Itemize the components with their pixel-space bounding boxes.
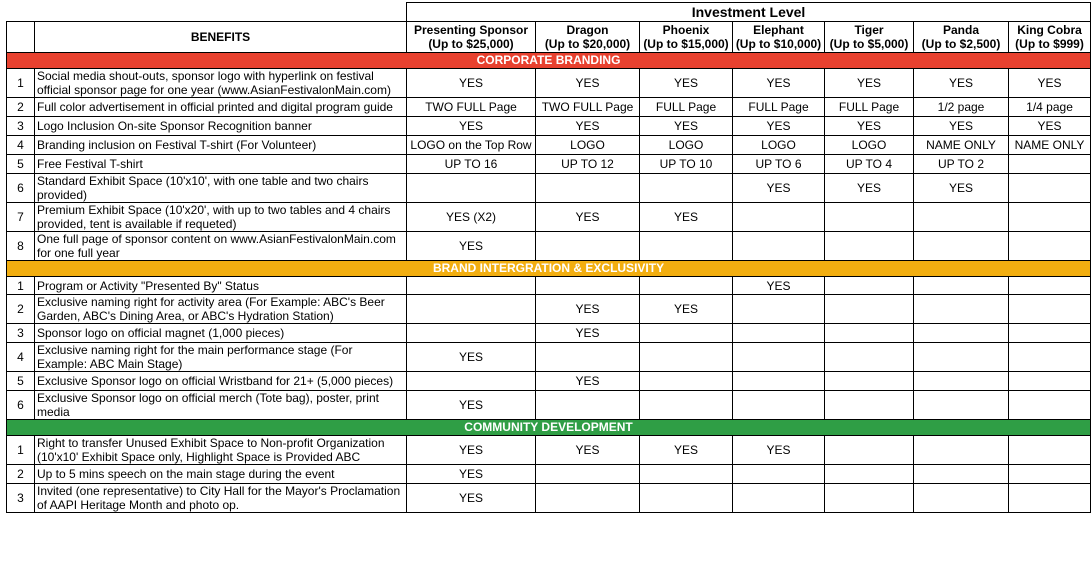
tier-value-cell: YES — [407, 343, 536, 372]
tier-name: Tiger — [854, 23, 884, 37]
table-row — [7, 391, 1091, 420]
table-row — [7, 69, 1091, 98]
table-row — [7, 324, 1091, 343]
tier-value-cell: LOGO — [825, 136, 914, 155]
section-title: BRAND INTERGRATION & EXCLUSIVITY — [7, 261, 1091, 277]
tier-value-cell — [1009, 465, 1091, 484]
tier-value-cell: YES — [1009, 117, 1091, 136]
row-number: 6 — [7, 174, 35, 203]
section-header-row — [7, 53, 1091, 69]
tier-value-cell: YES — [536, 295, 640, 324]
section-header-row — [7, 261, 1091, 277]
tier-value-cell: YES — [407, 69, 536, 98]
tier-value-cell — [825, 295, 914, 324]
section-title: COMMUNITY DEVELOPMENT — [7, 420, 1091, 436]
tier-value-cell — [1009, 436, 1091, 465]
tier-value-cell — [1009, 324, 1091, 343]
row-number: 3 — [7, 324, 35, 343]
tier-price: (Up to $20,000) — [544, 37, 631, 51]
tier-value-cell — [914, 465, 1009, 484]
benefit-description: Branding inclusion on Festival T-shirt (For Volunteer) — [35, 136, 407, 155]
sponsorship-benefits-table — [6, 2, 1091, 513]
tier-value-cell: YES — [407, 484, 536, 513]
tier-value-cell — [825, 277, 914, 295]
benefit-description: Right to transfer Unused Exhibit Space to Non-profit Organization (10'x10' Exhibit Space only, Highlight Space is Provided ABC — [35, 436, 407, 465]
tier-value-cell — [1009, 203, 1091, 232]
table-row — [7, 295, 1091, 324]
tier-value-cell — [640, 277, 733, 295]
tier-value-cell: YES — [536, 324, 640, 343]
tier-header — [407, 22, 536, 53]
blank-corner — [7, 3, 407, 22]
tier-value-cell: YES — [407, 117, 536, 136]
tier-name: Panda — [942, 23, 979, 37]
tier-value-cell: LOGO — [536, 136, 640, 155]
table-row — [7, 136, 1091, 155]
tier-value-cell — [733, 343, 825, 372]
table-body — [7, 53, 1091, 513]
tier-value-cell: YES — [733, 174, 825, 203]
tier-value-cell: YES — [536, 436, 640, 465]
tier-value-cell: YES — [914, 117, 1009, 136]
tier-price: (Up to $10,000) — [735, 37, 822, 51]
tier-value-cell — [733, 465, 825, 484]
tier-value-cell: YES — [640, 295, 733, 324]
benefit-description: Free Festival T-shirt — [35, 155, 407, 174]
tier-value-cell — [914, 372, 1009, 391]
tier-value-cell — [914, 295, 1009, 324]
table-row — [7, 372, 1091, 391]
tier-value-cell: YES — [733, 277, 825, 295]
tier-value-cell: TWO FULL Page — [407, 98, 536, 117]
table-row — [7, 98, 1091, 117]
section-title: CORPORATE BRANDING — [7, 53, 1091, 69]
tier-value-cell: YES — [536, 69, 640, 98]
tier-value-cell — [1009, 484, 1091, 513]
benefit-description: Full color advertisement in official printed and digital program guide — [35, 98, 407, 117]
tier-value-cell: LOGO — [640, 136, 733, 155]
tier-value-cell — [1009, 391, 1091, 420]
section-header-row — [7, 420, 1091, 436]
tier-value-cell — [733, 372, 825, 391]
tier-value-cell — [536, 232, 640, 261]
tier-value-cell — [536, 484, 640, 513]
row-number: 2 — [7, 295, 35, 324]
tier-value-cell — [640, 484, 733, 513]
benefit-description: Sponsor logo on official magnet (1,000 pieces) — [35, 324, 407, 343]
row-number: 2 — [7, 465, 35, 484]
tier-value-cell — [914, 203, 1009, 232]
row-number: 6 — [7, 391, 35, 420]
table-row — [7, 277, 1091, 295]
tier-value-cell — [733, 391, 825, 420]
tier-name: Phoenix — [662, 23, 710, 37]
tier-value-cell: YES — [733, 69, 825, 98]
tier-value-cell: UP TO 6 — [733, 155, 825, 174]
tier-value-cell: YES — [825, 174, 914, 203]
tier-value-cell: FULL Page — [640, 98, 733, 117]
tier-value-cell — [536, 343, 640, 372]
tier-value-cell — [536, 277, 640, 295]
tier-name: Dragon — [566, 23, 609, 37]
tier-value-cell: YES — [733, 117, 825, 136]
tier-value-cell: YES — [407, 436, 536, 465]
number-header — [7, 22, 35, 53]
tier-value-cell: LOGO — [733, 136, 825, 155]
tier-value-cell — [733, 484, 825, 513]
tier-value-cell — [733, 295, 825, 324]
tier-value-cell — [1009, 343, 1091, 372]
row-number: 2 — [7, 98, 35, 117]
tier-value-cell — [914, 232, 1009, 261]
tier-value-cell — [640, 343, 733, 372]
tier-value-cell: UP TO 2 — [914, 155, 1009, 174]
tier-value-cell — [640, 174, 733, 203]
tier-value-cell — [733, 324, 825, 343]
tier-header — [914, 22, 1009, 53]
row-number: 1 — [7, 277, 35, 295]
row-number: 5 — [7, 372, 35, 391]
tier-value-cell: YES — [640, 436, 733, 465]
row-number: 8 — [7, 232, 35, 261]
tier-header — [1009, 22, 1091, 53]
table-row — [7, 484, 1091, 513]
table-row — [7, 232, 1091, 261]
tier-value-cell: YES — [825, 69, 914, 98]
tier-value-cell — [1009, 155, 1091, 174]
tier-value-cell: YES — [536, 203, 640, 232]
tier-value-cell: YES — [733, 436, 825, 465]
table-row — [7, 174, 1091, 203]
tier-value-cell: YES — [640, 203, 733, 232]
tier-value-cell — [825, 391, 914, 420]
tier-value-cell: YES — [1009, 69, 1091, 98]
tier-value-cell — [640, 391, 733, 420]
table-row — [7, 203, 1091, 232]
tier-header — [640, 22, 733, 53]
tier-value-cell: UP TO 16 — [407, 155, 536, 174]
tier-value-cell — [536, 174, 640, 203]
tier-header — [825, 22, 914, 53]
tier-name: Presenting Sponsor — [413, 23, 529, 37]
table-row — [7, 436, 1091, 465]
tier-name: Elephant — [753, 23, 804, 37]
tier-value-cell — [825, 343, 914, 372]
tier-value-cell — [640, 372, 733, 391]
tier-value-cell — [733, 232, 825, 261]
tier-value-cell: YES — [640, 69, 733, 98]
tier-value-cell: YES — [914, 174, 1009, 203]
tier-value-cell: 1/4 page — [1009, 98, 1091, 117]
tier-header — [733, 22, 825, 53]
tier-value-cell: 1/2 page — [914, 98, 1009, 117]
tier-value-cell: UP TO 10 — [640, 155, 733, 174]
tier-value-cell — [733, 203, 825, 232]
tier-price: (Up to $5,000) — [829, 37, 909, 51]
tier-value-cell — [640, 232, 733, 261]
row-number: 1 — [7, 69, 35, 98]
tier-name: King Cobra — [1017, 23, 1082, 37]
tier-value-cell: YES — [407, 465, 536, 484]
tier-value-cell — [1009, 372, 1091, 391]
tier-value-cell — [825, 465, 914, 484]
row-number: 1 — [7, 436, 35, 465]
tier-value-cell — [914, 391, 1009, 420]
tier-value-cell: UP TO 4 — [825, 155, 914, 174]
tier-price: (Up to $999) — [1015, 37, 1084, 51]
row-number: 3 — [7, 117, 35, 136]
tier-value-cell — [914, 343, 1009, 372]
tier-value-cell — [825, 203, 914, 232]
tier-value-cell — [825, 324, 914, 343]
benefit-description: Up to 5 mins speech on the main stage during the event — [35, 465, 407, 484]
row-number: 4 — [7, 136, 35, 155]
tier-price: (Up to $2,500) — [921, 37, 1001, 51]
tier-value-cell — [536, 465, 640, 484]
tier-value-cell — [914, 324, 1009, 343]
benefits-header: BENEFITS — [35, 22, 407, 53]
tier-value-cell — [640, 324, 733, 343]
table-row — [7, 465, 1091, 484]
tier-value-cell — [914, 484, 1009, 513]
tier-value-cell: TWO FULL Page — [536, 98, 640, 117]
row-number: 7 — [7, 203, 35, 232]
tier-value-cell: YES — [536, 117, 640, 136]
tier-value-cell: NAME ONLY — [1009, 136, 1091, 155]
benefit-description: Exclusive Sponsor logo on official merch (Tote bag), poster, print media — [35, 391, 407, 420]
tier-price: (Up to $25,000) — [428, 37, 514, 51]
tier-price: (Up to $15,000) — [643, 37, 729, 51]
benefit-description: One full page of sponsor content on www.AsianFestivalonMain.com for one full year — [35, 232, 407, 261]
benefit-description: Program or Activity "Presented By" Status — [35, 277, 407, 295]
tier-value-cell — [407, 324, 536, 343]
tier-value-cell — [1009, 232, 1091, 261]
tier-value-cell — [407, 277, 536, 295]
tier-value-cell: YES — [536, 372, 640, 391]
tier-value-cell — [825, 484, 914, 513]
table-row — [7, 117, 1091, 136]
tier-value-cell — [640, 465, 733, 484]
benefit-description: Premium Exhibit Space (10'x20', with up to two tables and 4 chairs provided, tent is available if requeted) — [35, 203, 407, 232]
row-number: 5 — [7, 155, 35, 174]
tier-value-cell — [825, 232, 914, 261]
investment-level-title: Investment Level — [407, 3, 1091, 22]
table-row — [7, 343, 1091, 372]
tier-value-cell — [1009, 277, 1091, 295]
benefit-description: Exclusive naming right for activity area (For Example: ABC's Beer Garden, ABC's Dining Area, or ABC's Hydration Station) — [35, 295, 407, 324]
table-row — [7, 155, 1091, 174]
tier-value-cell: YES — [407, 391, 536, 420]
tier-value-cell: YES — [407, 232, 536, 261]
tier-header — [536, 22, 640, 53]
tier-value-cell: UP TO 12 — [536, 155, 640, 174]
tier-value-cell: YES — [914, 69, 1009, 98]
row-number: 3 — [7, 484, 35, 513]
tier-value-cell: YES (X2) — [407, 203, 536, 232]
tier-value-cell — [407, 372, 536, 391]
tier-value-cell — [1009, 174, 1091, 203]
tier-value-cell — [914, 277, 1009, 295]
tier-value-cell — [1009, 295, 1091, 324]
tier-value-cell: YES — [640, 117, 733, 136]
tier-value-cell — [536, 391, 640, 420]
benefit-description: Exclusive naming right for the main performance stage (For Example: ABC Main Stage) — [35, 343, 407, 372]
row-number: 4 — [7, 343, 35, 372]
benefit-description: Standard Exhibit Space (10'x10', with one table and two chairs provided) — [35, 174, 407, 203]
benefit-description: Social media shout-outs, sponsor logo with hyperlink on festival official sponsor page for one year (www.AsianFestivalonMain.com) — [35, 69, 407, 98]
tier-value-cell: NAME ONLY — [914, 136, 1009, 155]
tier-value-cell: YES — [825, 117, 914, 136]
tier-value-cell — [407, 174, 536, 203]
tier-value-cell — [407, 295, 536, 324]
tier-value-cell: FULL Page — [825, 98, 914, 117]
tier-value-cell — [825, 372, 914, 391]
tier-value-cell: FULL Page — [733, 98, 825, 117]
tier-value-cell — [914, 436, 1009, 465]
benefit-description: Exclusive Sponsor logo on official Wristband for 21+ (5,000 pieces) — [35, 372, 407, 391]
tier-value-cell: LOGO on the Top Row — [407, 136, 536, 155]
benefit-description: Logo Inclusion On-site Sponsor Recognition banner — [35, 117, 407, 136]
benefit-description: Invited (one representative) to City Hall for the Mayor's Proclamation of AAPI Heritage Month and photo op. — [35, 484, 407, 513]
tier-value-cell — [825, 436, 914, 465]
